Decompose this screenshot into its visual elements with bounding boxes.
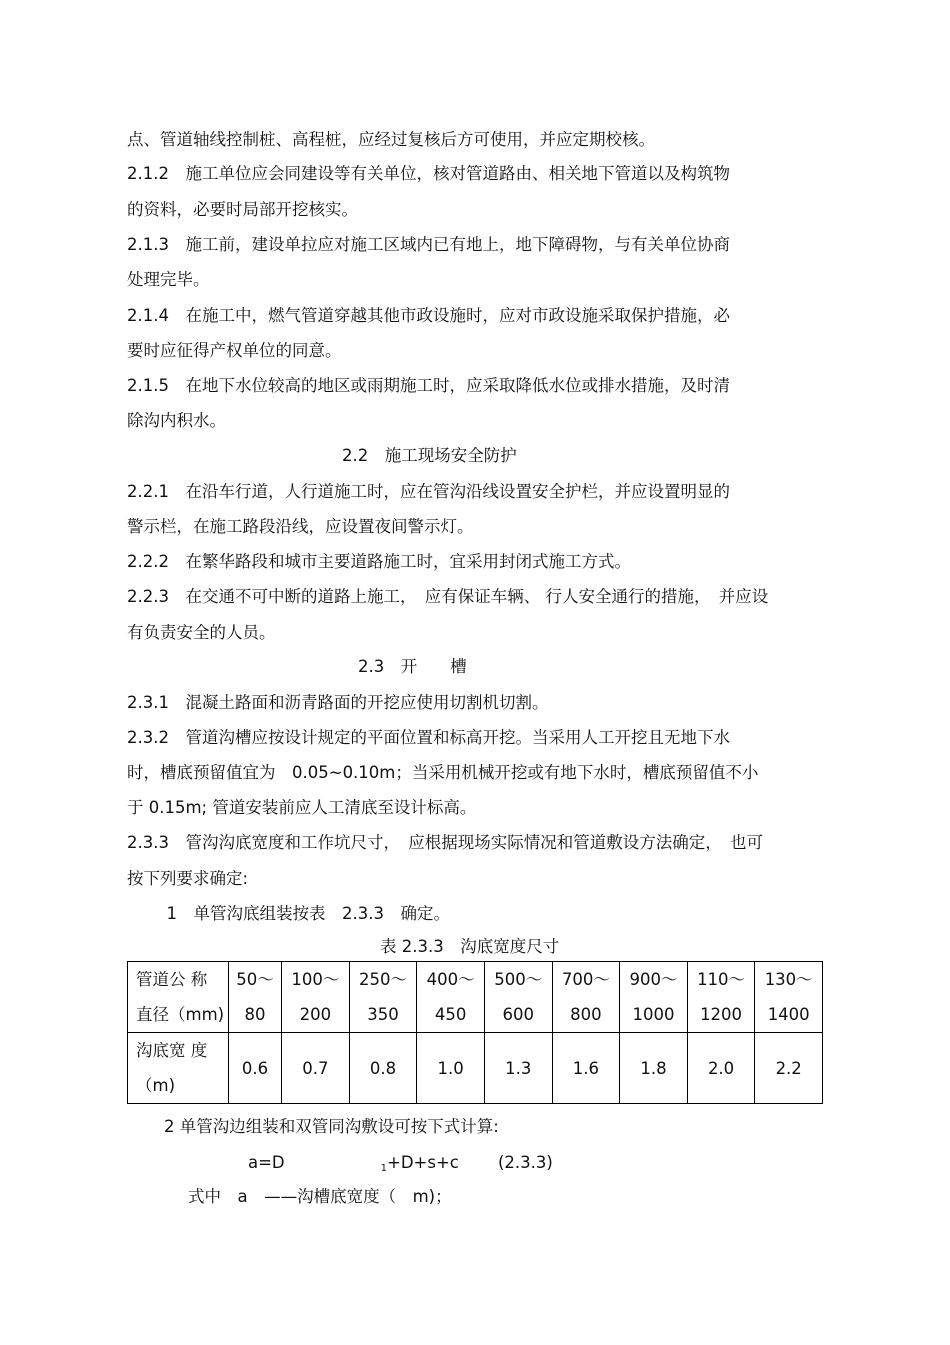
table-cell: 2.0 — [687, 1033, 755, 1104]
table-caption: 表 2.3.3 沟底宽度尺寸 — [380, 937, 560, 956]
cell-text: 直径（mm) — [136, 1005, 225, 1024]
table-cell: 0.7 — [282, 1033, 350, 1104]
table-cell: 2.2 — [755, 1033, 823, 1104]
text-line: 有负责安全的人员。 — [127, 623, 276, 642]
table-cell — [417, 962, 485, 1033]
text-line: 时，槽底预留值宜为 0.05~0.10m；当采用机械开挖或有地下水时，槽底预留值不小 — [127, 763, 759, 782]
table-cell — [229, 962, 282, 1033]
table-cell: 1.0 — [417, 1033, 485, 1104]
cell-text: 1200 — [700, 1005, 743, 1024]
cell-text: 100～ — [291, 970, 340, 989]
cell-text: 800 — [570, 1005, 602, 1024]
text-line: 2.3.1 混凝土路面和沥青路面的开挖应使用切割机切割。 — [127, 693, 549, 712]
formula-subscript: 1 — [380, 1163, 388, 1174]
table-cell — [755, 962, 823, 1033]
text-line: 处理完毕。 — [127, 270, 210, 289]
text-line: 2 单管沟边组装和双管同沟敷设可按下式计算: — [164, 1117, 499, 1136]
trench-width-table — [127, 961, 823, 1104]
text-line: 式中 a ——沟槽底宽度（ m)； — [188, 1187, 452, 1206]
text-line: 除沟内积水。 — [127, 411, 226, 430]
section-heading: 2.2 施工现场安全防护 — [342, 446, 517, 465]
cell-text: 250～ — [359, 970, 408, 989]
table-cell: 1.8 — [620, 1033, 688, 1104]
text-line: 2.3.3 管沟沟底宽度和工作坑尺寸， 应根据现场实际情况和管道敷设方法确定， 也可 — [127, 833, 763, 852]
table-cell: 1.3 — [484, 1033, 552, 1104]
cell-text: （m) — [136, 1076, 176, 1095]
formula-right: +D+s+c — [387, 1153, 459, 1172]
formula-left: a=D — [248, 1153, 285, 1172]
table-cell — [552, 962, 620, 1033]
text-line: 2.2.3 在交通不可中断的道路上施工， 应有保证车辆、 行人安全通行的措施， 并应设 — [127, 587, 769, 606]
text-line: 2.2.2 在繁华路段和城市主要道路施工时，宜采用封闭式施工方式。 — [127, 552, 631, 571]
cell-text: 700～ — [561, 970, 610, 989]
cell-text: 50～ — [236, 970, 274, 989]
table-row — [128, 962, 823, 1033]
text-line: 2.1.2 施工单位应会同建设等有关单位，核对管道路由、相关地下管道以及构筑物 — [127, 164, 730, 183]
text-line: 点、管道轴线控制桩、高程桩，应经过复核后方可使用，并应定期校核。 — [127, 130, 655, 149]
table-cell: 0.6 — [229, 1033, 282, 1104]
cell-text: 400～ — [426, 970, 475, 989]
formula-number: (2.3.3) — [498, 1153, 553, 1172]
table-header-cell — [128, 962, 229, 1033]
text-line: 2.1.4 在施工中，燃气管道穿越其他市政设施时，应对市政设施采取保护措施，必 — [127, 306, 730, 325]
text-line: 2.1.5 在地下水位较高的地区或雨期施工时，应采取降低水位或排水措施，及时清 — [127, 376, 730, 395]
text-line: 2.3.2 管道沟槽应按设计规定的平面位置和标高开挖。当采用人工开挖且无地下水 — [127, 728, 730, 747]
cell-text: 沟底宽 度 — [136, 1041, 208, 1060]
cell-text: 900～ — [629, 970, 678, 989]
text-line: 警示栏，在施工路段沿线，应设置夜间警示灯。 — [127, 517, 474, 536]
table-cell — [349, 962, 417, 1033]
text-line: 1 单管沟底组装按表 2.3.3 确定。 — [150, 904, 450, 923]
table-header-cell — [128, 1033, 229, 1104]
table-cell — [484, 962, 552, 1033]
section-heading: 2.3 开 槽 — [358, 657, 467, 676]
cell-text: 500～ — [494, 970, 543, 989]
cell-text: 1400 — [767, 1005, 810, 1024]
cell-text: 1000 — [632, 1005, 675, 1024]
cell-text: 350 — [367, 1005, 399, 1024]
text-line: 2.1.3 施工前，建设单拉应对施工区域内已有地上，地下障碍物，与有关单位协商 — [127, 235, 730, 254]
formula — [248, 1153, 459, 1179]
text-line: 2.2.1 在沿车行道，人行道施工时，应在管沟沿线设置安全护栏，并应设置明显的 — [127, 482, 730, 501]
table-cell — [620, 962, 688, 1033]
table-row — [128, 1033, 823, 1104]
text-line: 于 0.15m; 管道安装前应人工清底至设计标高。 — [127, 798, 477, 817]
text-line: 的资料，必要时局部开挖核实。 — [127, 200, 358, 219]
cell-text: 600 — [502, 1005, 534, 1024]
text-line: 要时应征得产权单位的同意。 — [127, 341, 342, 360]
cell-text: 管道公 称 — [136, 970, 208, 989]
cell-text: 80 — [244, 1005, 266, 1024]
table-cell — [687, 962, 755, 1033]
text-line: 按下列要求确定: — [127, 869, 249, 888]
table-cell — [282, 962, 350, 1033]
table-cell: 1.6 — [552, 1033, 620, 1104]
cell-text: 130～ — [764, 970, 813, 989]
cell-text: 110～ — [697, 970, 746, 989]
cell-text: 450 — [434, 1005, 467, 1024]
table-cell: 0.8 — [349, 1033, 417, 1104]
cell-text: 200 — [299, 1005, 332, 1024]
